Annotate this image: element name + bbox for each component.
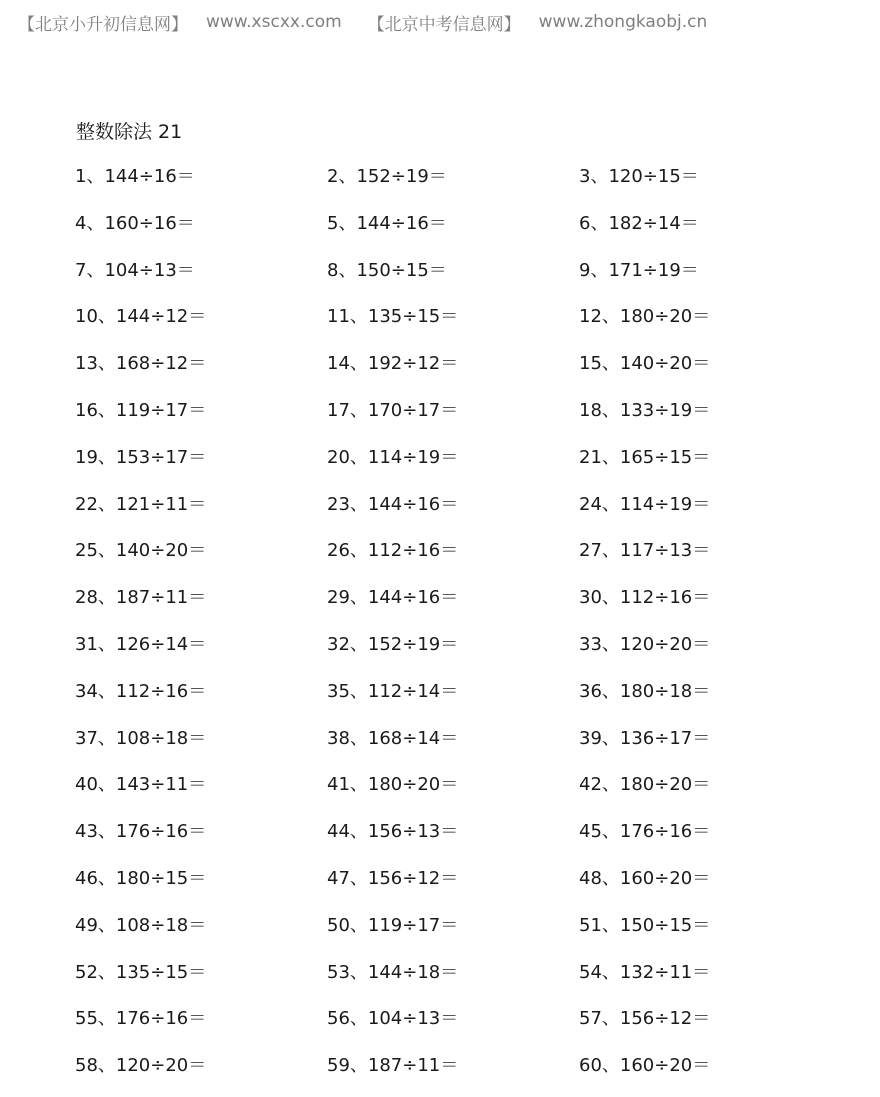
division-problem: 23、144÷16＝ (327, 493, 459, 515)
division-problem: 5、144÷16＝ (327, 212, 447, 234)
division-problem: 43、176÷16＝ (75, 821, 207, 843)
division-problem: 39、136÷17＝ (579, 727, 711, 749)
division-problem: 58、120÷20＝ (75, 1055, 207, 1077)
division-problem: 42、180÷20＝ (579, 774, 711, 796)
division-problem: 9、171÷19＝ (579, 259, 699, 281)
division-problem: 34、112÷16＝ (75, 680, 207, 702)
division-problem: 35、112÷14＝ (327, 680, 459, 702)
division-problem: 3、120÷15＝ (579, 166, 699, 187)
division-problem: 52、135÷15＝ (75, 961, 207, 983)
division-problem: 20、114÷19＝ (327, 446, 459, 468)
division-problem: 40、143÷11＝ (75, 774, 207, 796)
division-problem: 36、180÷18＝ (579, 680, 711, 702)
problem-row (75, 718, 775, 765)
division-problem: 49、108÷18＝ (75, 914, 207, 936)
problem-row (75, 390, 775, 437)
division-problem: 59、187÷11＝ (327, 1055, 459, 1077)
division-problem: 22、121÷11＝ (75, 493, 207, 515)
division-problem: 24、114÷19＝ (579, 493, 711, 515)
division-problem: 38、168÷14＝ (327, 727, 459, 749)
division-problem: 14、192÷12＝ (327, 353, 459, 375)
division-problem: 1、144÷16＝ (75, 166, 195, 187)
division-problem: 25、140÷20＝ (75, 540, 207, 562)
division-problem: 28、187÷11＝ (75, 587, 207, 609)
division-problem: 30、112÷16＝ (579, 587, 711, 609)
problem-row (75, 1045, 775, 1092)
problem-row (75, 343, 775, 390)
division-problem: 7、104÷13＝ (75, 259, 195, 281)
division-problem: 29、144÷16＝ (327, 587, 459, 609)
problem-row (75, 484, 775, 531)
division-problem: 37、108÷18＝ (75, 727, 207, 749)
problem-row (75, 203, 775, 250)
division-problem: 21、165÷15＝ (579, 446, 711, 468)
problem-row (75, 296, 775, 343)
division-problem: 26、112÷16＝ (327, 540, 459, 562)
division-problem: 19、153÷17＝ (75, 446, 207, 468)
division-problem: 54、132÷11＝ (579, 961, 711, 983)
division-problem: 46、180÷15＝ (75, 867, 207, 889)
division-problem: 47、156÷12＝ (327, 867, 459, 889)
division-problem: 6、182÷14＝ (579, 212, 699, 234)
problem-grid (75, 156, 775, 1092)
division-problem: 12、180÷20＝ (579, 306, 711, 328)
division-problem: 57、156÷12＝ (579, 1008, 711, 1030)
division-problem: 8、150÷15＝ (327, 259, 447, 281)
division-problem: 2、152÷19＝ (327, 166, 447, 187)
division-problem: 50、119÷17＝ (327, 914, 459, 936)
problem-row (75, 437, 775, 484)
problem-row (75, 577, 775, 624)
division-problem: 44、156÷13＝ (327, 821, 459, 843)
division-problem: 16、119÷17＝ (75, 399, 207, 421)
division-problem: 45、176÷16＝ (579, 821, 711, 843)
division-problem: 18、133÷19＝ (579, 399, 711, 421)
problem-row (75, 156, 775, 203)
division-problem: 27、117÷13＝ (579, 540, 711, 562)
division-problem: 10、144÷12＝ (75, 306, 207, 328)
header-url-secondary[interactable]: www.zhongkaobj.cn (538, 12, 708, 32)
header-url-primary[interactable]: www.xscxx.com (206, 12, 342, 32)
problem-row (75, 530, 775, 577)
header-site-name-secondary: 【北京中考信息网】 (367, 14, 521, 35)
division-problem: 60、160÷20＝ (579, 1055, 711, 1077)
division-problem: 53、144÷18＝ (327, 961, 459, 983)
division-problem: 55、176÷16＝ (75, 1008, 207, 1030)
problem-row (75, 764, 775, 811)
division-problem: 13、168÷12＝ (75, 353, 207, 375)
page-header (18, 10, 707, 34)
division-problem: 41、180÷20＝ (327, 774, 459, 796)
division-problem: 31、126÷14＝ (75, 633, 207, 655)
problem-row (75, 671, 775, 718)
division-problem: 4、160÷16＝ (75, 212, 195, 234)
division-problem: 51、150÷15＝ (579, 914, 711, 936)
worksheet-title: 整数除法 21 (76, 121, 183, 143)
problem-row (75, 250, 775, 297)
problem-row (75, 952, 775, 999)
division-problem: 15、140÷20＝ (579, 353, 711, 375)
problem-row (75, 905, 775, 952)
division-problem: 48、160÷20＝ (579, 867, 711, 889)
problem-row (75, 624, 775, 671)
division-problem: 11、135÷15＝ (327, 306, 459, 328)
header-site-name-primary: 【北京小升初信息网】 (18, 14, 188, 35)
division-problem: 32、152÷19＝ (327, 633, 459, 655)
problem-row (75, 998, 775, 1045)
problem-row (75, 858, 775, 905)
division-problem: 33、120÷20＝ (579, 633, 711, 655)
division-problem: 56、104÷13＝ (327, 1008, 459, 1030)
division-problem: 17、170÷17＝ (327, 399, 459, 421)
problem-row (75, 811, 775, 858)
